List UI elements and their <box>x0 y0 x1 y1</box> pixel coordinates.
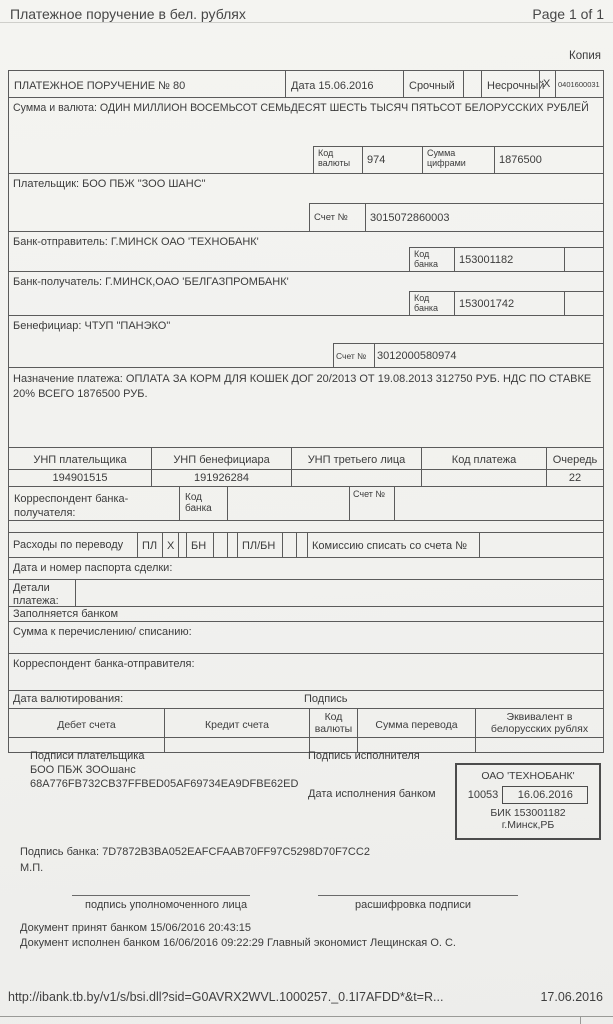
details-label: Детали платежа: <box>13 582 59 608</box>
urgent-mark-cell <box>463 71 481 97</box>
beneficiary-text: Бенефициар: ЧТУП "ПАНЭКО" <box>13 320 171 332</box>
bank-stamp <box>455 763 601 840</box>
unp-thirdparty-header: УНП третьего лица <box>291 448 421 469</box>
payer-signature-name: БОО ПБЖ ЗООшанс <box>30 764 136 776</box>
stamp-bik: БИК 153001182 <box>490 807 566 819</box>
beneficiary-account-label: Счет № <box>336 350 367 361</box>
purpose-text: Назначение платежа: ОПЛАТА ЗА КОРМ ДЛЯ КОШЕК ДОГ 20/2013 ОТ 19.08.2013 312750 РУБ. НДС ПО СТАВКЕ 20% ВСЕГО 1876500 РУБ. <box>13 373 592 400</box>
stamp-number: 10053 <box>467 789 499 801</box>
header-divider <box>0 22 613 23</box>
bn-mark-cell <box>214 533 228 557</box>
payment-code-header: Код платежа <box>421 448 546 469</box>
details-row <box>9 579 603 606</box>
bank-section-row <box>9 606 603 621</box>
correspondent-bank-code-label: Код банка <box>179 487 227 520</box>
payer-text: Плательщик: БОО ПБЖ "ЗОО ШАНС" <box>13 178 206 190</box>
unp-values-row <box>9 469 603 486</box>
currency-code-header: Код валюты <box>309 709 357 737</box>
seal-label: М.П. <box>20 862 44 874</box>
passport-label: Дата и номер паспорта сделки: <box>13 562 173 574</box>
sender-bank-empty-cell <box>564 248 603 271</box>
urgent-label: Срочный <box>403 71 463 97</box>
correspondent-sender-row <box>9 653 603 690</box>
sum-transfer-row <box>9 621 603 653</box>
expenses-label: Расходы по переводу <box>13 539 124 551</box>
gap <box>179 533 186 557</box>
commission-label: Комиссию списать со счета № <box>307 533 479 557</box>
beneficiary-row <box>9 315 603 367</box>
payment-code-value <box>421 470 546 486</box>
beneficiary-account-sub-row <box>333 343 603 367</box>
receiver-bank-empty-cell <box>564 292 603 315</box>
footer-tick-mark <box>580 1016 581 1024</box>
stamp-city: г.Минск,РБ <box>501 819 555 831</box>
value-date-label: Дата валютирования: <box>13 693 124 705</box>
unp-payer-header: УНП плательщика <box>33 454 127 466</box>
print-footer-date: 17.06.2016 <box>540 990 603 1004</box>
payer-account-value: 3015072860003 <box>365 204 603 231</box>
plbn-mark-cell <box>283 533 297 557</box>
unp-thirdparty-value <box>291 470 421 486</box>
debit-table-header-row <box>9 708 603 737</box>
beneficiary-account-value: 3012000580974 <box>374 344 603 367</box>
sender-bank-code-sub-row <box>409 247 603 271</box>
equivalent-header: Эквивалент в белорусских рублях <box>475 709 603 737</box>
queue-header: Очередь <box>546 448 603 469</box>
pl-mark-cell: X <box>163 533 179 557</box>
amount-digits-label: Сумма цифрами <box>422 147 494 173</box>
executor-signature-label: Подпись исполнителя <box>308 750 420 762</box>
empty-strip-row <box>9 520 603 532</box>
non-urgent-label: Несрочный <box>481 71 539 97</box>
expenses-row <box>9 532 603 557</box>
bank-execution-date-label: Дата исполнения банком <box>308 788 436 800</box>
amount-digits-value: 1876500 <box>494 147 603 173</box>
page-number: Page 1 of 1 <box>532 6 604 22</box>
footer-divider <box>0 1016 613 1017</box>
transfer-sum-header: Сумма перевода <box>357 709 475 737</box>
value-date-row <box>9 690 603 708</box>
print-footer-url: http://ibank.tb.by/v1/s/bsi.dll?sid=G0AVRX2WVL.1000257._0.1I7AFDD*&t=R... <box>8 990 444 1004</box>
decryption-signature-line <box>318 895 518 896</box>
receiver-bank-code-value: 153001742 <box>454 292 564 315</box>
currency-code-value: 974 <box>362 147 422 173</box>
payment-order-form <box>8 70 604 753</box>
unp-payer-value: 194901515 <box>52 472 108 484</box>
payer-signatures-label: Подписи плательщика <box>30 750 145 762</box>
sender-bank-text: Банк-отправитель: Г.МИНСК ОАО 'ТЕХНОБАНК' <box>13 236 259 248</box>
non-urgent-mark-cell: X <box>539 71 555 97</box>
credit-account-value <box>164 738 309 752</box>
currency-code-label: Код валюты <box>318 148 351 168</box>
stamp-bank-name: ОАО 'ТЕХНОБАНК' <box>481 770 575 782</box>
receiver-bank-text: Банк-получатель: Г.МИНСК,ОАО 'БЕЛГАЗПРОМБАНК' <box>13 276 289 288</box>
form-code: 0401600031 <box>555 71 603 97</box>
correspondent-sender-label: Корреспондент банка-отправителя: <box>13 658 195 670</box>
gap <box>297 533 307 557</box>
equivalent-value <box>475 738 603 752</box>
order-title: ПЛАТЕЖНОЕ ПОРУЧЕНИЕ № 80 <box>14 79 186 92</box>
sender-bank-code-label: Код банка <box>414 249 439 269</box>
signature-label: Подпись <box>304 693 348 705</box>
details-value <box>75 580 603 606</box>
order-title-row <box>9 71 603 97</box>
payer-row <box>9 173 603 231</box>
bn-label: БН <box>186 533 214 557</box>
page-title: Платежное поручение в бел. рублях <box>10 6 246 22</box>
queue-value: 22 <box>546 470 603 486</box>
correspondent-bank-code-value <box>227 487 349 520</box>
unp-beneficiary-value: 191926284 <box>151 470 291 486</box>
receiver-bank-row <box>9 271 603 315</box>
commission-account-cell <box>479 533 603 557</box>
sender-bank-code-value: 153001182 <box>454 248 564 271</box>
unp-beneficiary-header: УНП бенефициара <box>151 448 291 469</box>
correspondent-account-label: Счет № <box>349 487 394 520</box>
unp-header-row <box>9 447 603 469</box>
bank-section-label: Заполняется банком <box>13 608 119 620</box>
doc-executed-note: Документ исполнен банком 16/06/2016 09:22:29 Главный экономист Лещинская О. С. <box>20 937 456 949</box>
order-date: Дата 15.06.2016 <box>285 71 403 97</box>
decryption-signature-caption: расшифровка подписи <box>355 899 472 911</box>
copy-label: Копия <box>569 50 601 62</box>
payer-account-sub-row <box>309 203 603 231</box>
debit-account-header: Дебет счета <box>57 718 116 731</box>
amount-row <box>9 97 603 173</box>
bank-signature-hash: Подпись банка: 7D7872B3BA052EAFCFAAB70FF97C5298D70F7CC2 <box>20 846 370 858</box>
credit-account-header: Кредит счета <box>164 709 309 737</box>
sum-transfer-label: Сумма к перечислению/ списанию: <box>13 626 192 638</box>
amount-sub-row <box>313 146 603 173</box>
receiver-bank-code-label: Код банка <box>414 293 439 313</box>
plbn-label: ПЛ/БН <box>237 533 283 557</box>
correspondent-receiver-row <box>9 486 603 520</box>
correspondent-account-value <box>394 487 603 520</box>
amount-words: Сумма и валюта: ОДИН МИЛЛИОН ВОСЕМЬСОТ СЕМЬДЕСЯТ ШЕСТЬ ТЫСЯЧ ПЯТЬСОТ БЕЛОРУССКИХ РУБЛЕЙ <box>13 102 589 114</box>
passport-row <box>9 557 603 579</box>
correspondent-receiver-label: Корреспондент банка-получателя: <box>14 493 129 520</box>
payer-signature-hash: 68A776FB732CB37FFBED05AF69734EA9DFBE62ED <box>30 778 299 790</box>
purpose-row <box>9 367 603 447</box>
gap <box>228 533 237 557</box>
payer-account-label: Счет № <box>314 212 348 223</box>
stamp-date: 16.06.2016 <box>502 786 588 804</box>
pl-label: ПЛ <box>137 533 163 557</box>
receiver-bank-code-sub-row <box>409 291 603 315</box>
authorized-signature-caption: подпись уполномоченного лица <box>85 899 248 911</box>
authorized-signature-line <box>72 895 250 896</box>
sender-bank-row <box>9 231 603 271</box>
doc-accepted-note: Документ принят банком 15/06/2016 20:43:15 <box>20 922 252 934</box>
